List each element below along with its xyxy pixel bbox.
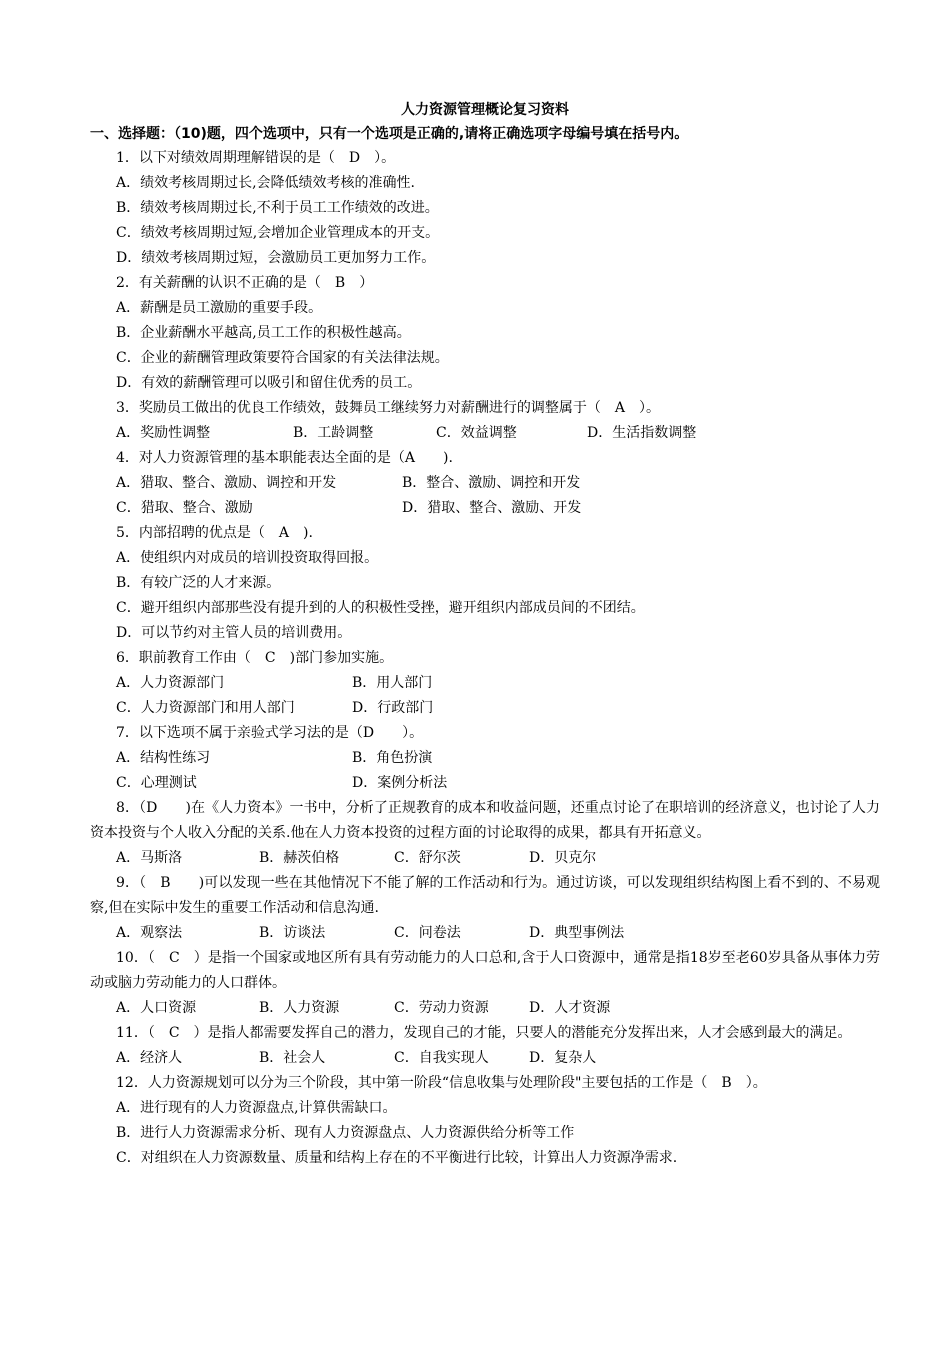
question-6-options-ab xyxy=(90,671,880,696)
question-2-option-a: A．薪酬是员工激励的重要手段。 xyxy=(116,300,323,316)
question-6-options-cd xyxy=(90,696,880,721)
question-9-stem: 9．（ B )可以发现一些在其他情况下不能了解的工作活动和行为。通过访谈，可以发现组织结构图上看不到的、不易观察,但在实际中发生的重要工作活动和信息沟通. xyxy=(90,875,880,916)
question-3-option-b: B．工龄调整 xyxy=(293,425,374,441)
question-5-option-b: B．有较广泛的人才来源。 xyxy=(116,575,281,591)
question-4-option-b: B．整合、激励、调控和开发 xyxy=(402,475,581,491)
question-9-option-d: D．典型事例法 xyxy=(529,925,625,941)
question-8-option-d: D．贝克尔 xyxy=(529,850,597,866)
question-1-option-a: A．绩效考核周期过长,会降低绩效考核的准确性. xyxy=(116,175,416,191)
question-8-option-b: B．赫茨伯格 xyxy=(259,850,340,866)
question-4-option-a: A．猎取、整合、激励、调控和开发 xyxy=(116,475,337,491)
question-5-option-d: D．可以节约对主管人员的培训费用。 xyxy=(116,625,352,641)
question-2-option-c: C．企业的薪酬管理政策要符合国家的有关法律法规。 xyxy=(116,350,449,366)
question-7-stem: 7．以下选项不属于亲验式学习法的是（D ）。 xyxy=(116,725,424,741)
question-2-option-b: B．企业薪酬水平越高,员工工作的积极性越高。 xyxy=(116,325,411,341)
question-2-stem: 2．有关薪酬的认识不正确的是（ B ） xyxy=(116,275,374,291)
question-5-stem: 5．内部招聘的优点是（ A ). xyxy=(116,525,313,541)
question-3-option-d: D．生活指数调整 xyxy=(587,425,697,441)
question-3-option-a: A．奖励性调整 xyxy=(116,425,211,441)
question-1-option-c: C．绩效考核周期过短,会增加企业管理成本的开支。 xyxy=(116,225,440,241)
question-4-option-c: C．猎取、整合、激励 xyxy=(116,500,253,516)
question-4-option-d: D．猎取、整合、激励、开发 xyxy=(402,500,582,516)
question-7-option-a: A．结构性练习 xyxy=(116,750,211,766)
question-11-stem: 11．（ C ）是指人都需要发挥自己的潜力，发现自己的才能，只要人的潜能充分发挥出来，人才会感到最大的满足。 xyxy=(116,1025,852,1041)
question-6-option-a: A．人力资源部门 xyxy=(116,675,225,691)
question-2-option-d: D．有效的薪酬管理可以吸引和留住优秀的员工。 xyxy=(116,375,422,391)
question-9-option-b: B．访谈法 xyxy=(259,925,326,941)
question-9-option-a: A．观察法 xyxy=(116,925,183,941)
question-7-options-ab xyxy=(90,746,880,771)
question-6-option-b: B．用人部门 xyxy=(352,675,433,691)
question-6-option-d: D．行政部门 xyxy=(352,700,434,716)
question-10-option-c: C．劳动力资源 xyxy=(394,1000,489,1016)
question-12-option-a: A．进行现有的人力资源盘点,计算供需缺口。 xyxy=(116,1100,397,1116)
question-1-option-d: D．绩效考核周期过短，会激励员工更加努力工作。 xyxy=(116,250,436,266)
question-3-option-c: C．效益调整 xyxy=(436,425,517,441)
question-4-stem: 4．对人力资源管理的基本职能表达全面的是（A ). xyxy=(116,450,453,466)
question-4-options-ab xyxy=(90,471,880,496)
question-7-option-c: C．心理测试 xyxy=(116,775,197,791)
question-11-options xyxy=(90,1046,880,1071)
question-10-option-b: B．人力资源 xyxy=(259,1000,340,1016)
question-9-option-c: C．问卷法 xyxy=(394,925,461,941)
question-3-options xyxy=(90,421,880,446)
question-12-option-b: B．进行人力资源需求分析、现有人力资源盘点、人力资源供给分析等工作 xyxy=(116,1125,575,1141)
question-1-stem: 1．以下对绩效周期理解错误的是（ D ）。 xyxy=(116,150,396,166)
question-10-option-a: A．人口资源 xyxy=(116,1000,197,1016)
document-page xyxy=(90,98,880,1171)
question-8-option-c: C．舒尔茨 xyxy=(394,850,461,866)
question-1-option-b: B．绩效考核周期过长,不利于员工工作绩效的改进。 xyxy=(116,200,439,216)
question-12-stem: 12．人力资源规划可以分为三个阶段，其中第一阶段“信息收集与处理阶段"主要包括的工作是（ B ）。 xyxy=(116,1075,767,1091)
question-8-options xyxy=(90,846,880,871)
question-10-stem: 10．（ C ）是指一个国家或地区所有具有劳动能力的人口总和,含于人口资源中，通常是指18岁至老60岁具备从事体力劳动或脑力劳动能力的人口群体。 xyxy=(90,950,880,991)
question-7-options-cd xyxy=(90,771,880,796)
question-7-option-d: D．案例分析法 xyxy=(352,775,448,791)
question-11-option-a: A．经济人 xyxy=(116,1050,183,1066)
question-12-option-c: C．对组织在人力资源数量、质量和结构上存在的不平衡进行比较，计算出人力资源净需求. xyxy=(116,1150,678,1166)
question-11-option-d: D．复杂人 xyxy=(529,1050,597,1066)
question-5-option-c: C．避开组织内部那些没有提升到的人的积极性受挫，避开组织内部成员间的不团结。 xyxy=(116,600,645,616)
question-5-option-a: A．使组织内对成员的培训投资取得回报。 xyxy=(116,550,379,566)
question-9-options xyxy=(90,921,880,946)
question-10-option-d: D．人才资源 xyxy=(529,1000,611,1016)
question-11-option-b: B．社会人 xyxy=(259,1050,326,1066)
question-11-option-c: C．自我实现人 xyxy=(394,1050,489,1066)
document-title: 人力资源管理概论复习资料 xyxy=(401,102,569,118)
section-heading-choice: 一、选择题：（10)题，四个选项中，只有一个选项是正确的,请将正确选项字母编号填在括号内。 xyxy=(90,126,689,142)
question-6-stem: 6．职前教育工作由（ C )部门参加实施。 xyxy=(116,650,394,666)
question-3-stem: 3．奖励员工做出的优良工作绩效，鼓舞员工继续努力对薪酬进行的调整属于（ A ）。 xyxy=(116,400,661,416)
question-7-option-b: B．角色扮演 xyxy=(352,750,433,766)
question-10-options xyxy=(90,996,880,1021)
question-8-option-a: A．马斯洛 xyxy=(116,850,183,866)
question-6-option-c: C．人力资源部门和用人部门 xyxy=(116,700,295,716)
question-8-stem: 8．（D )在《人力资本》一书中，分析了正规教育的成本和收益问题，还重点讨论了在职培训的经济意义，也讨论了人力资本投资与个人收入分配的关系.他在人力资本投资的过程方面的讨论取得的成果，都具有开拓意义。 xyxy=(90,800,880,841)
question-4-options-cd xyxy=(90,496,880,521)
